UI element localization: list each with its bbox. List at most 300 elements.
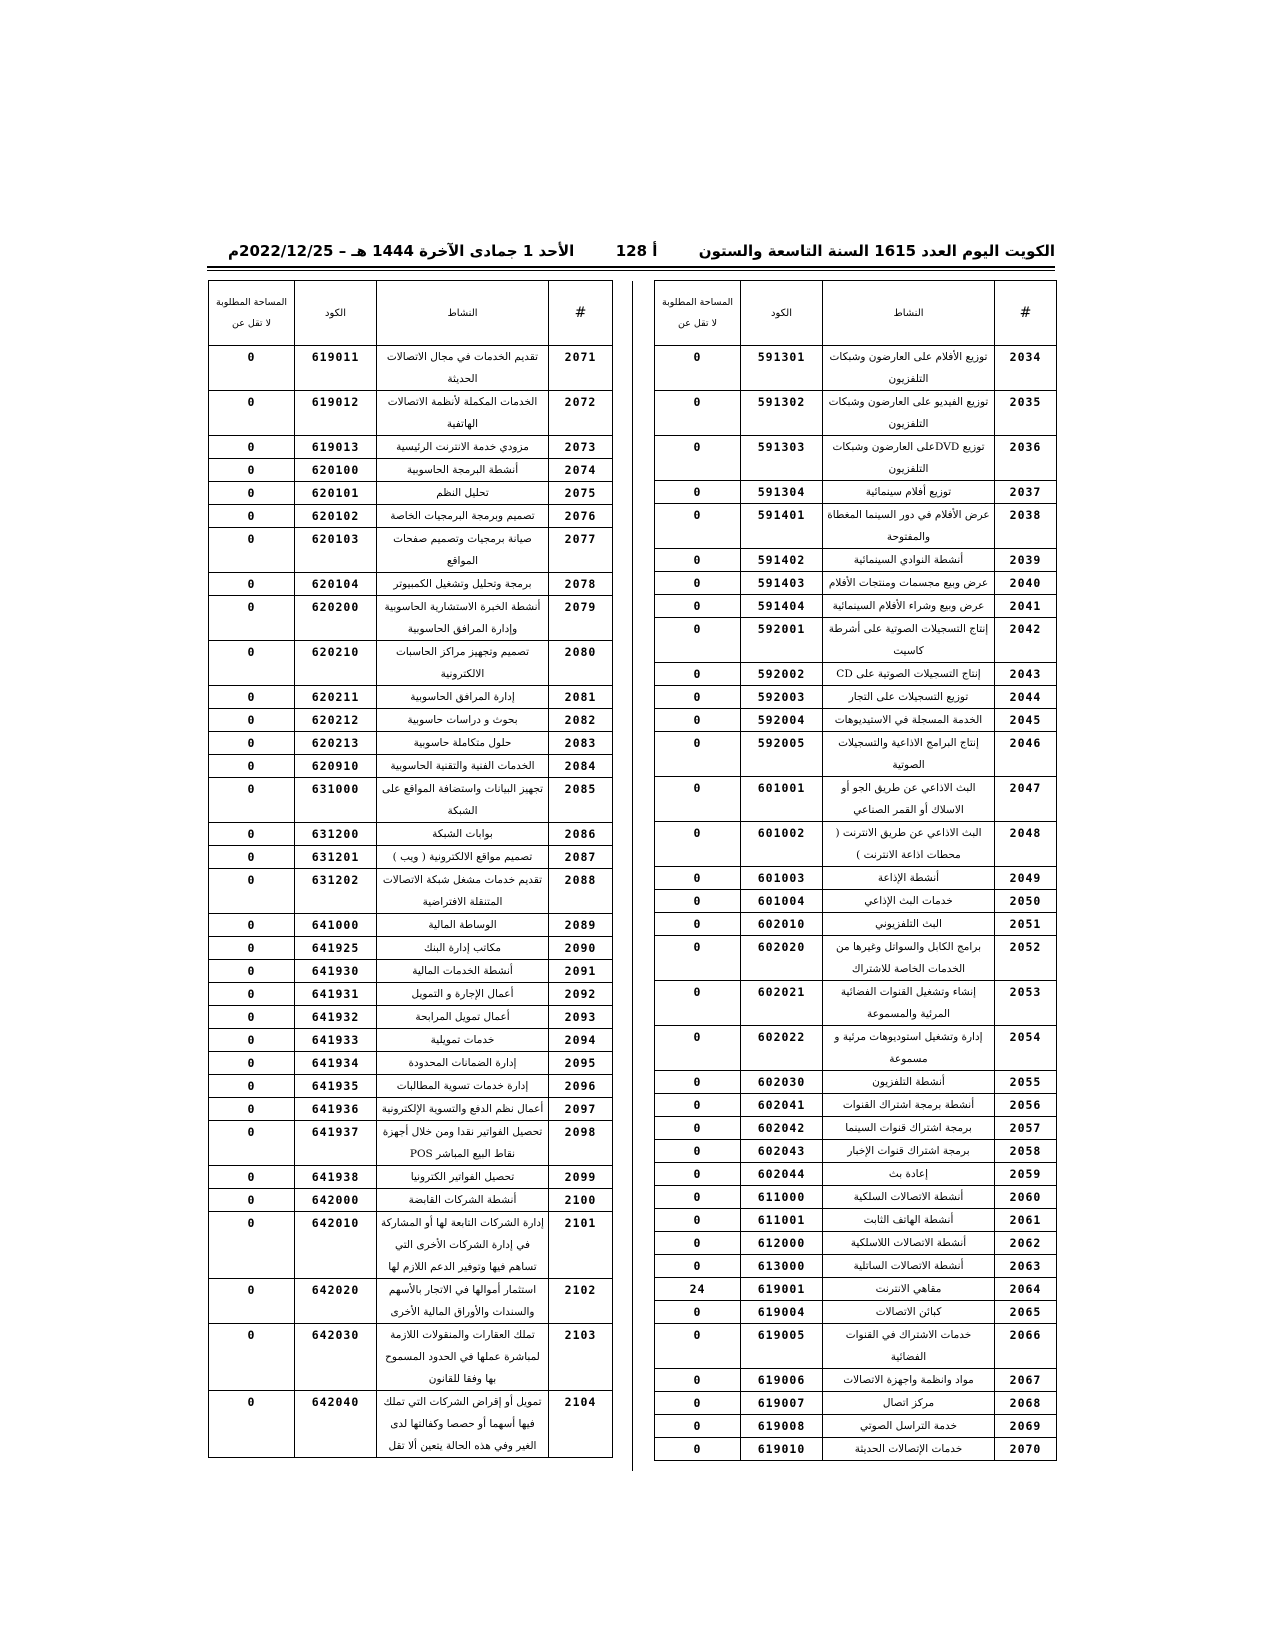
table-header-row <box>655 281 1057 346</box>
row-activity: تقديم الخدمات في مجال الاتصالات الحديثة <box>377 346 549 391</box>
row-area: 0 <box>655 595 741 618</box>
row-code: 612000 <box>741 1232 823 1255</box>
row-area: 0 <box>655 732 741 777</box>
table-row <box>655 1255 1057 1278</box>
row-code: 619011 <box>295 346 377 391</box>
row-number: 2080 <box>549 641 613 686</box>
row-number: 2063 <box>995 1255 1057 1278</box>
row-area: 0 <box>209 1029 295 1052</box>
row-activity: توزيع التسجيلات على التجار <box>823 686 995 709</box>
row-activity: أنشطة البرمجة الحاسوبية <box>377 459 549 482</box>
row-number: 2046 <box>995 732 1057 777</box>
row-code: 620212 <box>295 709 377 732</box>
row-activity: أنشطة التلفزيون <box>823 1071 995 1094</box>
row-number: 2088 <box>549 869 613 914</box>
row-number: 2036 <box>995 436 1057 481</box>
row-area: 0 <box>655 1026 741 1071</box>
row-number: 2099 <box>549 1166 613 1189</box>
table-row <box>655 1186 1057 1209</box>
row-code: 641930 <box>295 960 377 983</box>
row-code: 641932 <box>295 1006 377 1029</box>
row-area: 0 <box>655 1186 741 1209</box>
newspaper-title: الكويت اليوم العدد 1615 السنة التاسعة والستون <box>698 242 1055 260</box>
table-row <box>655 1324 1057 1369</box>
row-activity: إنشاء وتشغيل القنوات الفضائية المرئية والمسموعة <box>823 981 995 1026</box>
row-code: 591301 <box>741 346 823 391</box>
row-code: 601002 <box>741 822 823 867</box>
row-number: 2064 <box>995 1278 1057 1301</box>
row-activity: أنشطة الاتصالات السلكية <box>823 1186 995 1209</box>
row-number: 2096 <box>549 1075 613 1098</box>
table-row <box>209 1052 613 1075</box>
row-code: 602021 <box>741 981 823 1026</box>
row-activity: إدارة وتشغيل استوديوهات مرئية و مسموعة <box>823 1026 995 1071</box>
row-activity: توزيع أفلام سينمائية <box>823 481 995 504</box>
row-code: 641931 <box>295 983 377 1006</box>
row-number: 2062 <box>995 1232 1057 1255</box>
header-activity: النشاط <box>823 281 995 346</box>
row-area: 0 <box>655 1117 741 1140</box>
row-area: 0 <box>209 459 295 482</box>
row-code: 611000 <box>741 1186 823 1209</box>
header-activity: النشاط <box>377 281 549 346</box>
row-area: 0 <box>655 549 741 572</box>
row-code: 641936 <box>295 1098 377 1121</box>
table-row <box>655 709 1057 732</box>
row-activity: مواد وانظمة واجهزة الاتصالات <box>823 1369 995 1392</box>
table-row <box>655 1301 1057 1324</box>
table-row <box>655 1415 1057 1438</box>
row-number: 2097 <box>549 1098 613 1121</box>
row-code: 641934 <box>295 1052 377 1075</box>
table-row <box>209 482 613 505</box>
row-area: 0 <box>209 983 295 1006</box>
row-code: 591401 <box>741 504 823 549</box>
table-row <box>209 1324 613 1391</box>
table-row <box>655 663 1057 686</box>
row-area: 0 <box>209 1391 295 1458</box>
row-code: 602041 <box>741 1094 823 1117</box>
row-number: 2092 <box>549 983 613 1006</box>
row-code: 591302 <box>741 391 823 436</box>
row-area: 0 <box>655 1140 741 1163</box>
row-number: 2069 <box>995 1415 1057 1438</box>
row-area: 0 <box>209 1098 295 1121</box>
row-activity: حلول متكاملة حاسوبية <box>377 732 549 755</box>
row-number: 2037 <box>995 481 1057 504</box>
row-number: 2058 <box>995 1140 1057 1163</box>
row-code: 642020 <box>295 1279 377 1324</box>
row-area: 0 <box>655 618 741 663</box>
row-area: 0 <box>209 596 295 641</box>
row-area: 0 <box>655 981 741 1026</box>
row-activity: إدارة الضمانات المحدودة <box>377 1052 549 1075</box>
row-code: 631202 <box>295 869 377 914</box>
table-row <box>655 981 1057 1026</box>
row-area: 0 <box>655 504 741 549</box>
row-code: 620102 <box>295 505 377 528</box>
row-activity: الوساطة المالية <box>377 914 549 937</box>
row-code: 641000 <box>295 914 377 937</box>
row-code: 619001 <box>741 1278 823 1301</box>
row-activity: أنشطة الهاتف الثابت <box>823 1209 995 1232</box>
row-number: 2045 <box>995 709 1057 732</box>
row-area: 0 <box>209 436 295 459</box>
table-row <box>655 686 1057 709</box>
row-code: 619006 <box>741 1369 823 1392</box>
row-area: 0 <box>655 890 741 913</box>
row-activity: أعمال تمويل المرابحة <box>377 1006 549 1029</box>
row-activity: عرض الأفلام في دور السينما المغطاة والمفتوحة <box>823 504 995 549</box>
row-code: 620213 <box>295 732 377 755</box>
row-area: 0 <box>209 1189 295 1212</box>
row-activity: إنتاج التسجيلات الصوتية على أشرطة كاسيت <box>823 618 995 663</box>
row-activity: إعادة بث <box>823 1163 995 1186</box>
row-code: 642000 <box>295 1189 377 1212</box>
row-code: 602043 <box>741 1140 823 1163</box>
row-number: 2071 <box>549 346 613 391</box>
row-number: 2077 <box>549 528 613 573</box>
table-row <box>655 1094 1057 1117</box>
row-code: 591304 <box>741 481 823 504</box>
row-area: 0 <box>655 436 741 481</box>
header-code: الكود <box>741 281 823 346</box>
row-code: 592003 <box>741 686 823 709</box>
row-activity: عرض وبيع مجسمات ومنتجات الأفلام <box>823 572 995 595</box>
row-code: 642010 <box>295 1212 377 1279</box>
row-number: 2085 <box>549 778 613 823</box>
row-activity: الخدمات الفنية والتقنية الحاسوبية <box>377 755 549 778</box>
table-row <box>209 914 613 937</box>
row-code: 619010 <box>741 1438 823 1461</box>
row-number: 2038 <box>995 504 1057 549</box>
table-row <box>209 528 613 573</box>
activities-table-left <box>209 280 613 1458</box>
row-code: 631200 <box>295 823 377 846</box>
row-number: 2082 <box>549 709 613 732</box>
table-row <box>209 391 613 436</box>
row-activity: مركز اتصال <box>823 1392 995 1415</box>
row-area: 0 <box>209 869 295 914</box>
table-row <box>209 1029 613 1052</box>
row-activity: تصميم وبرمجة البرمجيات الخاصة <box>377 505 549 528</box>
row-activity: أعمال الإجارة و التمويل <box>377 983 549 1006</box>
row-code: 619005 <box>741 1324 823 1369</box>
row-area: 24 <box>655 1278 741 1301</box>
table-row <box>655 822 1057 867</box>
row-activity: مكاتب إدارة البنك <box>377 937 549 960</box>
row-area: 0 <box>209 937 295 960</box>
column-divider <box>632 281 633 1471</box>
table-header-row <box>209 281 613 346</box>
row-number: 2079 <box>549 596 613 641</box>
row-code: 620910 <box>295 755 377 778</box>
row-code: 613000 <box>741 1255 823 1278</box>
table-row <box>209 846 613 869</box>
row-activity: برمجة اشتراك قنوات السينما <box>823 1117 995 1140</box>
row-activity: تقديم خدمات مشغل شبكة الاتصالات المتنقلة الافتراضية <box>377 869 549 914</box>
header-area: المساحة المطلوبة لا تقل عن <box>209 281 295 346</box>
row-number: 2072 <box>549 391 613 436</box>
table-row <box>209 346 613 391</box>
row-area: 0 <box>209 709 295 732</box>
row-activity: أنشطة الشركات القابضة <box>377 1189 549 1212</box>
table-row <box>209 709 613 732</box>
table-row <box>655 936 1057 981</box>
header-code: الكود <box>295 281 377 346</box>
row-activity: خدمات البث الإذاعي <box>823 890 995 913</box>
row-number: 2095 <box>549 1052 613 1075</box>
table-row <box>209 1098 613 1121</box>
row-area: 0 <box>209 391 295 436</box>
row-code: 601001 <box>741 777 823 822</box>
row-activity: إدارة الشركات التابعة لها أو المشاركة في إدارة الشركات الأخرى التي تساهم فيها وتوفير الدعم اللازم لها <box>377 1212 549 1279</box>
table-row <box>209 1212 613 1279</box>
row-area: 0 <box>209 732 295 755</box>
row-code: 602030 <box>741 1071 823 1094</box>
row-number: 2055 <box>995 1071 1057 1094</box>
table-row <box>209 1189 613 1212</box>
row-code: 619008 <box>741 1415 823 1438</box>
row-activity: البث الاذاعي عن طريق الجو أو الاسلاك أو القمر الصناعي <box>823 777 995 822</box>
table-row <box>209 937 613 960</box>
row-number: 2068 <box>995 1392 1057 1415</box>
row-number: 2050 <box>995 890 1057 913</box>
row-number: 2044 <box>995 686 1057 709</box>
header-rule-thin <box>207 270 1055 271</box>
row-number: 2084 <box>549 755 613 778</box>
table-row <box>655 777 1057 822</box>
row-number: 2060 <box>995 1186 1057 1209</box>
row-code: 619007 <box>741 1392 823 1415</box>
row-code: 620101 <box>295 482 377 505</box>
row-activity: أنشطة الاتصالات الساتلية <box>823 1255 995 1278</box>
row-area: 0 <box>655 1232 741 1255</box>
row-activity: البث الاذاعي عن طريق الانترنت ( محطات اذاعة الانترنت ) <box>823 822 995 867</box>
row-code: 620200 <box>295 596 377 641</box>
row-area: 0 <box>655 1094 741 1117</box>
row-activity: أنشطة الخبرة الاستشارية الحاسوبية وإدارة المرافق الحاسوبية <box>377 596 549 641</box>
row-activity: برمجة اشتراك قنوات الإخبار <box>823 1140 995 1163</box>
row-activity: الخدمات المكملة لأنظمة الاتصالات الهاتفية <box>377 391 549 436</box>
row-activity: توزيع الفيديو على العارضون وشبكات التلفزيون <box>823 391 995 436</box>
row-number: 2090 <box>549 937 613 960</box>
row-area: 0 <box>209 778 295 823</box>
row-code: 641935 <box>295 1075 377 1098</box>
row-activity: إدارة خدمات تسوية المطالبات <box>377 1075 549 1098</box>
row-number: 2035 <box>995 391 1057 436</box>
row-area: 0 <box>209 1279 295 1324</box>
row-area: 0 <box>209 505 295 528</box>
row-area: 0 <box>209 1006 295 1029</box>
row-activity: توزيع DVDعلى العارضون وشبكات التلفزيون <box>823 436 995 481</box>
row-activity: أنشطة برمجة اشتراك القنوات <box>823 1094 995 1117</box>
table-row <box>209 596 613 641</box>
row-area: 0 <box>655 1415 741 1438</box>
row-code: 619004 <box>741 1301 823 1324</box>
table-row <box>209 778 613 823</box>
activities-table-right <box>655 280 1057 1461</box>
row-number: 2094 <box>549 1029 613 1052</box>
row-number: 2043 <box>995 663 1057 686</box>
table-row <box>209 1279 613 1324</box>
row-area: 0 <box>655 913 741 936</box>
row-number: 2049 <box>995 867 1057 890</box>
table-row <box>209 960 613 983</box>
row-area: 0 <box>655 936 741 981</box>
row-activity: تملك العقارات والمنقولات اللازمة لمباشرة عملها في الحدود المسموح بها وفقا للقانون <box>377 1324 549 1391</box>
row-number: 2089 <box>549 914 613 937</box>
row-number: 2087 <box>549 846 613 869</box>
row-activity: خدمات الإتصالات الحديثة <box>823 1438 995 1461</box>
row-code: 620210 <box>295 641 377 686</box>
row-number: 2066 <box>995 1324 1057 1369</box>
table-row <box>655 867 1057 890</box>
row-number: 2054 <box>995 1026 1057 1071</box>
table-row <box>655 595 1057 618</box>
table-row <box>655 1117 1057 1140</box>
row-code: 620104 <box>295 573 377 596</box>
table-row <box>209 459 613 482</box>
table-row <box>655 1278 1057 1301</box>
row-activity: مقاهي الانترنت <box>823 1278 995 1301</box>
row-activity: أنشطة الاتصالات اللاسلكية <box>823 1232 995 1255</box>
row-number: 2075 <box>549 482 613 505</box>
row-area: 0 <box>655 663 741 686</box>
row-number: 2053 <box>995 981 1057 1026</box>
row-code: 592001 <box>741 618 823 663</box>
row-number: 2078 <box>549 573 613 596</box>
table-row <box>655 504 1057 549</box>
row-area: 0 <box>655 686 741 709</box>
table-row <box>655 549 1057 572</box>
table-row <box>655 1369 1057 1392</box>
row-activity: تصميم مواقع الالكترونية ( ويب ) <box>377 846 549 869</box>
row-activity: تحصيل الفواتير الكترونيا <box>377 1166 549 1189</box>
row-number: 2104 <box>549 1391 613 1458</box>
row-code: 620211 <box>295 686 377 709</box>
table-row <box>209 1391 613 1458</box>
header-area: المساحة المطلوبة لا تقل عن <box>655 281 741 346</box>
row-number: 2061 <box>995 1209 1057 1232</box>
table-row <box>209 1166 613 1189</box>
row-area: 0 <box>655 1369 741 1392</box>
row-area: 0 <box>209 1075 295 1098</box>
row-area: 0 <box>209 346 295 391</box>
table-row <box>209 1075 613 1098</box>
table-row <box>655 1232 1057 1255</box>
row-activity: إدارة المرافق الحاسوبية <box>377 686 549 709</box>
row-number: 2040 <box>995 572 1057 595</box>
row-area: 0 <box>655 1301 741 1324</box>
row-area: 0 <box>655 867 741 890</box>
row-number: 2091 <box>549 960 613 983</box>
table-row <box>209 755 613 778</box>
table-row <box>209 436 613 459</box>
row-area: 0 <box>209 482 295 505</box>
row-code: 601003 <box>741 867 823 890</box>
row-code: 631000 <box>295 778 377 823</box>
row-code: 591403 <box>741 572 823 595</box>
table-row <box>655 732 1057 777</box>
row-area: 0 <box>209 1324 295 1391</box>
row-code: 591303 <box>741 436 823 481</box>
row-area: 0 <box>209 1052 295 1075</box>
row-activity: برمجة وتحليل وتشغيل الكمبيوتر <box>377 573 549 596</box>
table-row <box>209 1121 613 1166</box>
row-code: 641925 <box>295 937 377 960</box>
row-code: 602022 <box>741 1026 823 1071</box>
row-activity: مزودي خدمة الانترنت الرئيسية <box>377 436 549 459</box>
row-activity: البث التلفزيوني <box>823 913 995 936</box>
table-row <box>209 686 613 709</box>
row-number: 2073 <box>549 436 613 459</box>
table-row <box>655 913 1057 936</box>
row-area: 0 <box>209 686 295 709</box>
table-row <box>655 1026 1057 1071</box>
row-activity: تمويل أو إقراض الشركات التي تملك فيها أسهما أو حصصا وكفالتها لدى الغير وفي هذه الحالة يتعين ألا تقل <box>377 1391 549 1458</box>
table-row <box>655 346 1057 391</box>
row-area: 0 <box>655 1071 741 1094</box>
issue-date: الأحد 1 جمادى الآخرة 1444 هـ – 2022/12/25م <box>228 242 575 260</box>
row-activity: أنشطة الخدمات المالية <box>377 960 549 983</box>
row-number: 2051 <box>995 913 1057 936</box>
row-code: 620103 <box>295 528 377 573</box>
table-row <box>209 505 613 528</box>
row-activity: إنتاج البرامج الاذاعية والتسجيلات الصوتية <box>823 732 995 777</box>
row-activity: تحليل النظم <box>377 482 549 505</box>
row-code: 592005 <box>741 732 823 777</box>
table-row <box>655 481 1057 504</box>
table-row <box>209 983 613 1006</box>
row-activity: استثمار أموالها في الاتجار بالأسهم والسندات والأوراق المالية الأخرى <box>377 1279 549 1324</box>
table-row <box>209 1006 613 1029</box>
row-number: 2100 <box>549 1189 613 1212</box>
row-number: 2042 <box>995 618 1057 663</box>
table-row <box>655 1209 1057 1232</box>
row-number: 2059 <box>995 1163 1057 1186</box>
table-row <box>655 436 1057 481</box>
row-area: 0 <box>209 914 295 937</box>
table-row <box>655 1163 1057 1186</box>
table-row <box>655 618 1057 663</box>
row-number: 2056 <box>995 1094 1057 1117</box>
row-number: 2093 <box>549 1006 613 1029</box>
row-area: 0 <box>655 572 741 595</box>
row-number: 2081 <box>549 686 613 709</box>
row-code: 641933 <box>295 1029 377 1052</box>
table-row <box>655 890 1057 913</box>
row-activity: تجهيز البيانات واستضافة المواقع على الشبكة <box>377 778 549 823</box>
row-activity: أنشطة الإذاعة <box>823 867 995 890</box>
row-area: 0 <box>655 1438 741 1461</box>
row-area: 0 <box>655 1324 741 1369</box>
table-row <box>655 1071 1057 1094</box>
row-number: 2076 <box>549 505 613 528</box>
row-activity: توزيع الأفلام على العارضون وشبكات التلفزيون <box>823 346 995 391</box>
row-code: 592004 <box>741 709 823 732</box>
row-activity: أنشطة النوادي السينمائية <box>823 549 995 572</box>
row-number: 2101 <box>549 1212 613 1279</box>
row-area: 0 <box>209 641 295 686</box>
row-activity: خدمة التراسل الصوتي <box>823 1415 995 1438</box>
row-number: 2048 <box>995 822 1057 867</box>
row-code: 619012 <box>295 391 377 436</box>
row-area: 0 <box>655 1163 741 1186</box>
table-row <box>655 1140 1057 1163</box>
row-number: 2102 <box>549 1279 613 1324</box>
table-row <box>209 869 613 914</box>
